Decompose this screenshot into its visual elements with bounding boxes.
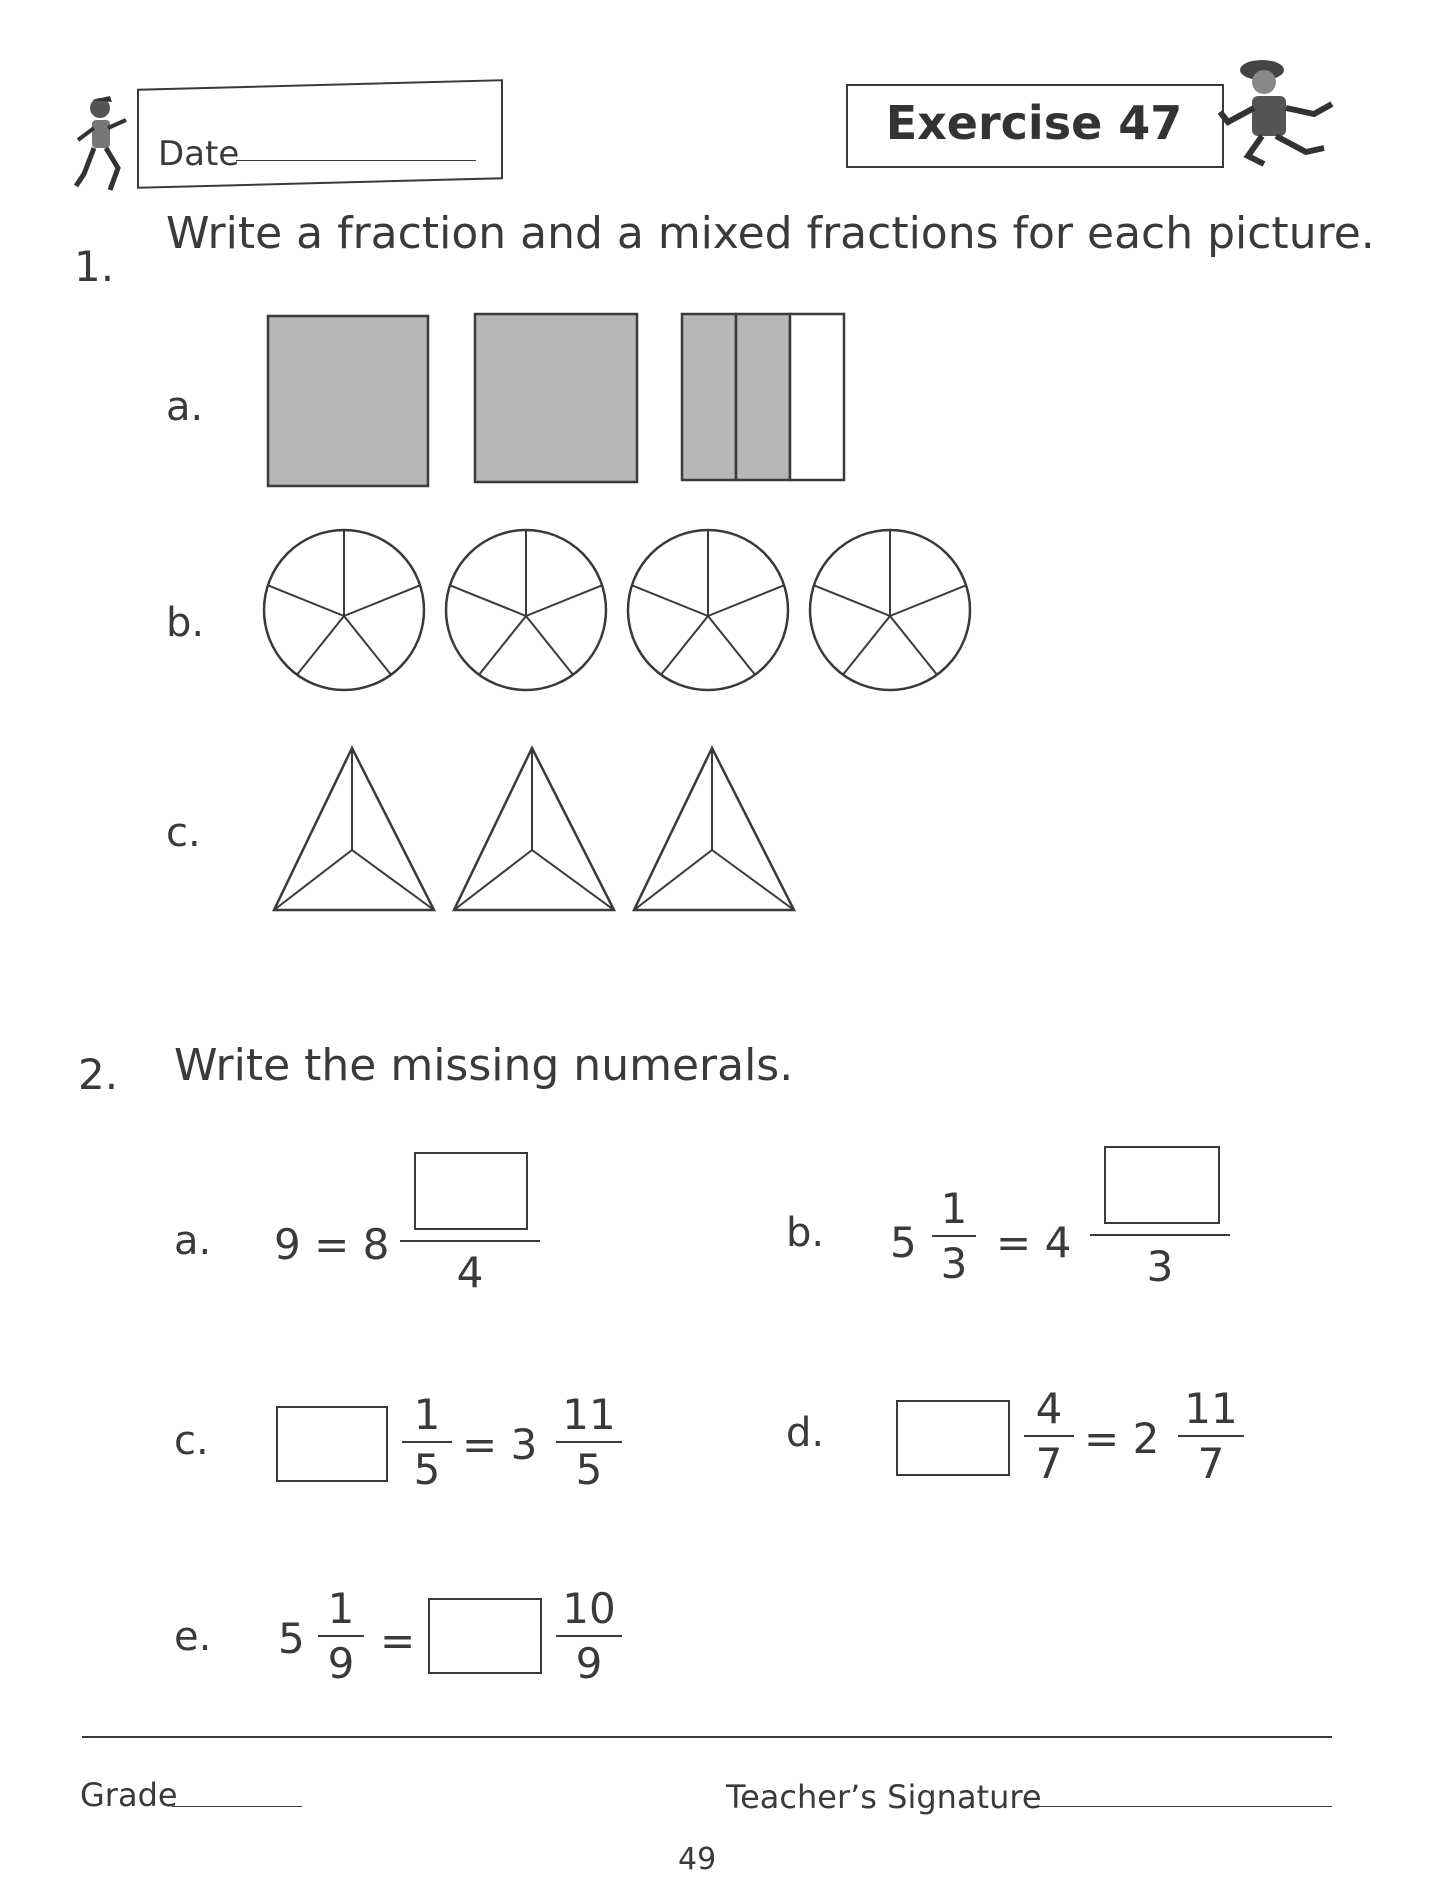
q2b-fraction-bar — [1090, 1234, 1230, 1236]
q1-item-a-label: a. — [166, 384, 204, 430]
signature-label: Teacher’s Signature — [726, 1778, 1042, 1816]
q2d-answer-box[interactable] — [896, 1400, 1010, 1476]
q1-number: 1. — [74, 242, 115, 291]
signature-line[interactable] — [1036, 1806, 1332, 1807]
q2d-fraction2 — [1178, 1384, 1244, 1488]
q2e-den1: 9 — [327, 1639, 355, 1688]
q2d-num2: 11 — [1184, 1384, 1238, 1433]
q2c-den2: 5 — [575, 1445, 603, 1494]
q2e-equals: = — [380, 1616, 416, 1665]
q2c-fraction1 — [402, 1390, 452, 1494]
q2-number: 2. — [78, 1050, 119, 1099]
exercise-title: Exercise 47 — [885, 96, 1183, 150]
q2b-answer-box[interactable] — [1104, 1146, 1220, 1224]
q2a-fraction-bar — [400, 1240, 540, 1242]
q2b-fraction1 — [932, 1184, 976, 1288]
grade-line[interactable] — [172, 1806, 302, 1807]
q2b-num1: 1 — [940, 1184, 968, 1233]
q2d-num1: 4 — [1035, 1384, 1063, 1433]
q2e-fraction1 — [318, 1584, 364, 1688]
q2a-answer-box[interactable] — [414, 1152, 528, 1230]
q2c-num1: 1 — [413, 1390, 441, 1439]
q2c-label: c. — [174, 1418, 209, 1464]
q2e-den2: 9 — [575, 1639, 603, 1688]
q2c-rhs-whole: = 3 — [462, 1420, 538, 1469]
q2e-label: e. — [174, 1614, 212, 1660]
q1-squares — [262, 312, 852, 492]
q2b-den1: 3 — [940, 1239, 968, 1288]
q1-circles — [262, 528, 992, 698]
footer-divider — [82, 1736, 1332, 1738]
q2e-num2: 10 — [562, 1584, 616, 1633]
q2d-rhs-whole: = 2 — [1084, 1414, 1160, 1463]
triangle-1 — [274, 748, 434, 910]
square-3-part-3 — [790, 314, 844, 480]
q2b-whole1: 5 — [890, 1218, 917, 1267]
q2d-label: d. — [786, 1410, 825, 1456]
triangle-3 — [634, 748, 794, 910]
date-line[interactable] — [236, 160, 476, 161]
q2d-den2: 7 — [1197, 1439, 1225, 1488]
q2e-answer-box[interactable] — [428, 1598, 542, 1674]
square-2 — [475, 314, 637, 482]
q1-item-b-label: b. — [166, 600, 205, 646]
q2a-label: a. — [174, 1218, 212, 1264]
q2c-num2: 11 — [562, 1390, 616, 1439]
q2a-lhs: 9 = 8 — [274, 1220, 390, 1269]
q1-triangles — [268, 744, 808, 924]
q2-instruction: Write the missing numerals. — [174, 1040, 794, 1091]
date-label: Date — [158, 134, 240, 174]
page-number: 49 — [678, 1842, 717, 1877]
q2e-whole1: 5 — [278, 1614, 305, 1663]
q2e-num1: 1 — [327, 1584, 355, 1633]
q2b-den2: 3 — [1146, 1242, 1174, 1291]
q2c-fraction2 — [556, 1390, 622, 1494]
q2d-fraction1 — [1024, 1384, 1074, 1488]
q2b-rhs-whole: = 4 — [996, 1218, 1072, 1267]
q1-item-c-label: c. — [166, 810, 201, 856]
q2c-den1: 5 — [413, 1445, 441, 1494]
q1-instruction: Write a fraction and a mixed fractions for each picture. — [166, 208, 1375, 259]
square-3-part-1 — [682, 314, 736, 480]
q2b-label: b. — [786, 1210, 825, 1256]
runner-right-icon — [1214, 52, 1344, 172]
q2e-fraction2 — [556, 1584, 622, 1688]
runner-left-icon — [70, 90, 140, 200]
q2d-den1: 7 — [1035, 1439, 1063, 1488]
square-3-part-2 — [736, 314, 790, 480]
square-1 — [268, 316, 428, 486]
grade-label: Grade — [80, 1776, 178, 1814]
triangle-2 — [454, 748, 614, 910]
q2c-answer-box[interactable] — [276, 1406, 388, 1482]
q2a-denominator: 4 — [456, 1248, 484, 1297]
